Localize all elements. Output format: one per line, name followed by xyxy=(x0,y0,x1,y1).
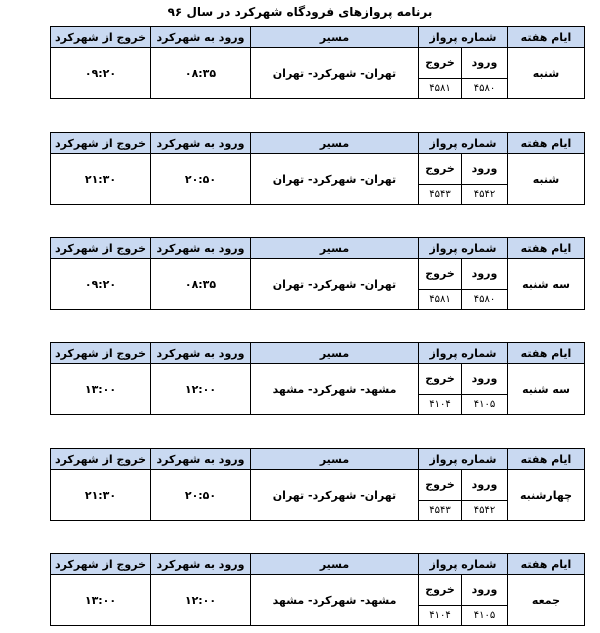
header-route: مسیر xyxy=(251,449,419,470)
out-flight-number: ۴۵۸۱ xyxy=(419,289,462,309)
departure-cell: ۰۹:۲۰ xyxy=(51,259,151,310)
in-label: ورود xyxy=(462,48,508,78)
header-departure: خروج از شهرکرد xyxy=(51,133,151,154)
departure-cell: ۰۹:۲۰ xyxy=(51,48,151,99)
flight-table xyxy=(12,26,585,99)
header-arrival: ورود به شهرکرد xyxy=(151,449,251,470)
arrival-cell: ۲۰:۵۰ xyxy=(151,154,251,205)
flight-table xyxy=(12,342,585,415)
header-day: ایام هفته xyxy=(508,554,585,575)
header-flight-number: شماره پرواز xyxy=(419,133,508,154)
arrival-cell: ۲۰:۵۰ xyxy=(151,470,251,521)
out-flight-number: ۴۵۴۳ xyxy=(419,500,462,520)
in-label: ورود xyxy=(462,575,508,605)
route-cell: تهران- شهرکرد- تهران xyxy=(251,48,419,99)
header-departure: خروج از شهرکرد xyxy=(51,238,151,259)
flight-table xyxy=(12,132,585,205)
header-route: مسیر xyxy=(251,27,419,48)
route-cell: مشهد- شهرکرد- مشهد xyxy=(251,364,419,415)
in-flight-number: ۴۱۰۵ xyxy=(462,394,508,414)
header-flight-number: شماره پرواز xyxy=(419,449,508,470)
route-cell: تهران- شهرکرد- تهران xyxy=(251,259,419,310)
in-flight-number: ۴۱۰۵ xyxy=(462,605,508,625)
arrival-cell: ۰۸:۳۵ xyxy=(151,259,251,310)
out-flight-number: ۴۵۴۳ xyxy=(419,184,462,204)
route-cell: مشهد- شهرکرد- مشهد xyxy=(251,575,419,626)
out-flight-number: ۴۵۸۱ xyxy=(419,78,462,98)
flight-table xyxy=(12,553,585,626)
header-arrival: ورود به شهرکرد xyxy=(151,238,251,259)
in-flight-number: ۴۵۸۰ xyxy=(462,289,508,309)
departure-cell: ۱۳:۰۰ xyxy=(51,364,151,415)
header-arrival: ورود به شهرکرد xyxy=(151,133,251,154)
header-route: مسیر xyxy=(251,554,419,575)
header-arrival: ورود به شهرکرد xyxy=(151,554,251,575)
header-departure: خروج از شهرکرد xyxy=(51,343,151,364)
day-cell: جمعه xyxy=(508,575,585,626)
out-label: خروج xyxy=(419,154,462,184)
in-flight-number: ۴۵۴۲ xyxy=(462,184,508,204)
header-day: ایام هفته xyxy=(508,449,585,470)
route-cell: تهران- شهرکرد- تهران xyxy=(251,470,419,521)
header-route: مسیر xyxy=(251,343,419,364)
in-label: ورود xyxy=(462,154,508,184)
arrival-cell: ۱۲:۰۰ xyxy=(151,575,251,626)
out-label: خروج xyxy=(419,575,462,605)
header-flight-number: شماره پرواز xyxy=(419,27,508,48)
in-flight-number: ۴۵۸۰ xyxy=(462,78,508,98)
in-flight-number: ۴۵۴۲ xyxy=(462,500,508,520)
flight-table xyxy=(12,448,585,521)
arrival-cell: ۱۲:۰۰ xyxy=(151,364,251,415)
in-label: ورود xyxy=(462,470,508,500)
header-day: ایام هفته xyxy=(508,238,585,259)
page-title: برنامه پروازهای فرودگاه شهرکرد در سال ۹۶ xyxy=(167,5,433,19)
out-label: خروج xyxy=(419,259,462,289)
departure-cell: ۱۳:۰۰ xyxy=(51,575,151,626)
header-day: ایام هفته xyxy=(508,27,585,48)
arrival-cell: ۰۸:۳۵ xyxy=(151,48,251,99)
out-flight-number: ۴۱۰۴ xyxy=(419,605,462,625)
header-route: مسیر xyxy=(251,133,419,154)
out-label: خروج xyxy=(419,364,462,394)
header-arrival: ورود به شهرکرد xyxy=(151,27,251,48)
out-flight-number: ۴۱۰۴ xyxy=(419,394,462,414)
out-label: خروج xyxy=(419,470,462,500)
header-departure: خروج از شهرکرد xyxy=(51,449,151,470)
in-label: ورود xyxy=(462,364,508,394)
in-label: ورود xyxy=(462,259,508,289)
header-day: ایام هفته xyxy=(508,133,585,154)
header-departure: خروج از شهرکرد xyxy=(51,27,151,48)
day-cell: چهارشنبه xyxy=(508,470,585,521)
day-cell: شنبه xyxy=(508,48,585,99)
header-arrival: ورود به شهرکرد xyxy=(151,343,251,364)
day-cell: شنبه xyxy=(508,154,585,205)
header-flight-number: شماره پرواز xyxy=(419,343,508,364)
departure-cell: ۲۱:۳۰ xyxy=(51,470,151,521)
day-cell: سه شنبه xyxy=(508,259,585,310)
header-route: مسیر xyxy=(251,238,419,259)
header-departure: خروج از شهرکرد xyxy=(51,554,151,575)
header-day: ایام هفته xyxy=(508,343,585,364)
header-flight-number: شماره پرواز xyxy=(419,238,508,259)
departure-cell: ۲۱:۳۰ xyxy=(51,154,151,205)
out-label: خروج xyxy=(419,48,462,78)
day-cell: سه شنبه xyxy=(508,364,585,415)
route-cell: تهران- شهرکرد- تهران xyxy=(251,154,419,205)
flight-table xyxy=(12,237,585,310)
header-flight-number: شماره پرواز xyxy=(419,554,508,575)
